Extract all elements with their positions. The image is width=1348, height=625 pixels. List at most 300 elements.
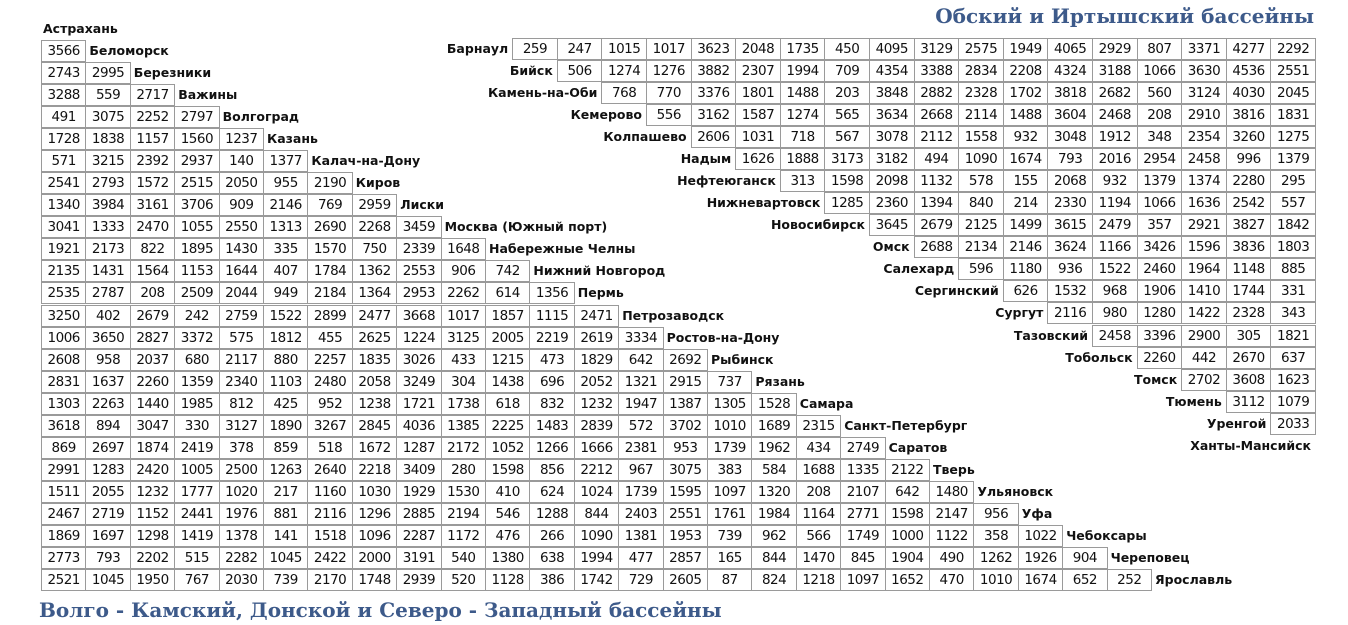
city-label: Ярославль: [1155, 572, 1233, 587]
distance-cell: 1164: [796, 503, 841, 525]
distance-cell: 358: [973, 525, 1018, 547]
distance-cell: 1488: [1003, 104, 1049, 126]
distance-cell: 425: [263, 393, 308, 415]
distance-cell: 956: [973, 503, 1018, 525]
distance-cell: 769: [307, 194, 352, 216]
distance-cell: 1838: [85, 128, 130, 150]
distance-cell: 3818: [1047, 82, 1093, 104]
distance-cell: 729: [618, 569, 663, 591]
distance-cell: 2688: [914, 236, 960, 258]
distance-cell: 1055: [174, 216, 219, 238]
distance-cell: 2553: [396, 260, 441, 282]
distance-cell: 2190: [307, 172, 352, 194]
distance-cell: 3388: [914, 60, 960, 82]
distance-cell: 520: [441, 569, 486, 591]
distance-cell: 1648: [441, 238, 486, 260]
distance-cell: 584: [751, 459, 796, 481]
distance-cell: 2605: [663, 569, 708, 591]
distance-cell: 1066: [1137, 192, 1183, 214]
distance-cell: 737: [707, 371, 752, 393]
distance-cell: 1115: [529, 305, 574, 327]
distance-cell: 1103: [263, 371, 308, 393]
distance-cell: 739: [707, 525, 752, 547]
distance-cell: 2048: [735, 38, 781, 60]
distance-cell: 1015: [601, 38, 647, 60]
distance-cell: 2016: [1092, 148, 1138, 170]
distance-cell: 1984: [751, 503, 796, 525]
distance-cell: 2292: [1270, 38, 1316, 60]
city-label: Березники: [133, 65, 212, 81]
distance-cell: 546: [485, 503, 530, 525]
distance-cell: 2679: [914, 214, 960, 236]
distance-cell: 1721: [396, 393, 441, 415]
distance-cell: 953: [663, 437, 708, 459]
distance-cell: 1276: [646, 60, 692, 82]
city-label: Омск: [872, 239, 910, 255]
distance-cell: 1929: [396, 481, 441, 503]
distance-cell: 768: [601, 82, 647, 104]
distance-cell: 410: [485, 481, 530, 503]
distance-cell: 2268: [352, 216, 397, 238]
distance-cell: 1522: [263, 305, 308, 327]
distance-cell: 652: [1062, 569, 1107, 591]
distance-cell: 1224: [396, 327, 441, 349]
distance-cell: 3984: [85, 194, 130, 216]
distance-cell: 1744: [1226, 280, 1272, 302]
city-label: Бийск: [509, 63, 553, 79]
distance-cell: 3161: [130, 194, 175, 216]
distance-cell: 1735: [780, 38, 826, 60]
distance-cell: 904: [1062, 547, 1107, 569]
city-label: Набережные Челны: [489, 241, 636, 257]
distance-cell: 208: [796, 481, 841, 503]
distance-cell: 2515: [174, 172, 219, 194]
distance-cell: 844: [574, 503, 619, 525]
distance-cell: 1596: [1181, 236, 1227, 258]
distance-cell: 2468: [1092, 104, 1138, 126]
distance-cell: 2381: [618, 437, 663, 459]
distance-cell: 2170: [307, 569, 352, 591]
city-label: Самара: [799, 395, 854, 411]
distance-cell: 3668: [396, 305, 441, 327]
distance-cell: 3836: [1226, 236, 1272, 258]
distance-cell: 2521: [41, 569, 86, 591]
distance-cell: 1702: [1003, 82, 1049, 104]
distance-cell: 968: [1092, 280, 1138, 302]
distance-cell: 4095: [869, 38, 915, 60]
distance-cell: 2479: [1092, 214, 1138, 236]
distance-cell: 859: [263, 437, 308, 459]
city-label: Уренгой: [1206, 415, 1267, 431]
distance-cell: 506: [557, 60, 603, 82]
distance-cell: 2759: [219, 305, 264, 327]
distance-cell: 1303: [41, 393, 86, 415]
distance-cell: 1385: [441, 415, 486, 437]
distance-cell: 1499: [1003, 214, 1049, 236]
city-label: Астрахань: [43, 21, 118, 36]
distance-cell: 295: [1270, 170, 1316, 192]
distance-cell: 3124: [1181, 82, 1227, 104]
distance-cell: 2050: [219, 172, 264, 194]
distance-cell: 1488: [780, 82, 826, 104]
distance-cell: 1821: [1270, 325, 1316, 347]
city-label: Томск: [1133, 371, 1178, 387]
distance-cell: 2055: [85, 481, 130, 503]
city-label: Беломорск: [89, 43, 169, 59]
distance-cell: 208: [1137, 104, 1183, 126]
city-label: Пермь: [577, 285, 624, 301]
distance-cell: 2679: [130, 305, 175, 327]
distance-cell: 3618: [41, 415, 86, 437]
distance-cell: 1152: [130, 503, 175, 525]
distance-cell: 1598: [885, 503, 930, 525]
distance-cell: 343: [1270, 302, 1316, 324]
distance-cell: 2787: [85, 282, 130, 304]
distance-cell: 2208: [1003, 60, 1049, 82]
distance-cell: 2619: [574, 327, 619, 349]
distance-cell: 3623: [691, 38, 737, 60]
distance-cell: 962: [751, 525, 796, 547]
distance-cell: 3604: [1047, 104, 1093, 126]
distance-cell: 2954: [1137, 148, 1183, 170]
distance-cell: 1017: [646, 38, 692, 60]
distance-cell: 2460: [1137, 258, 1183, 280]
distance-cell: 4536: [1226, 60, 1272, 82]
distance-cell: 402: [85, 305, 130, 327]
distance-cell: 3129: [914, 38, 960, 60]
city-label: Салехард: [883, 261, 955, 277]
city-label: Важины: [178, 87, 238, 103]
distance-cell: 996: [1226, 148, 1272, 170]
distance-cell: 1511: [41, 481, 86, 503]
distance-cell: 1180: [1003, 258, 1049, 280]
distance-cell: 578: [958, 170, 1004, 192]
distance-cell: 1172: [441, 525, 486, 547]
distance-cell: 1644: [219, 260, 264, 282]
distance-cell: 348: [1137, 126, 1183, 148]
distance-cell: 3426: [1137, 236, 1183, 258]
distance-cell: 1598: [824, 170, 870, 192]
distance-cell: 2467: [41, 503, 86, 525]
distance-cell: 1262: [973, 547, 1018, 569]
city-label: Колпашево: [603, 129, 687, 145]
distance-cell: 1263: [263, 459, 308, 481]
distance-cell: 433: [441, 349, 486, 371]
distance-cell: 141: [263, 525, 308, 547]
distance-cell: 1994: [780, 60, 826, 82]
distance-cell: 1912: [1092, 126, 1138, 148]
city-label: Саратов: [888, 439, 948, 455]
distance-cell: 1005: [174, 459, 219, 481]
city-label: Камень-на-Оби: [487, 85, 598, 101]
distance-cell: 2044: [219, 282, 264, 304]
distance-cell: 2899: [307, 305, 352, 327]
distance-cell: 1387: [663, 393, 708, 415]
distance-cell: 3372: [174, 327, 219, 349]
distance-cell: 1962: [751, 437, 796, 459]
distance-cell: 1560: [174, 128, 219, 150]
distance-cell: 2033: [1270, 413, 1316, 435]
distance-cell: 3371: [1181, 38, 1227, 60]
city-label: Нижневартовск: [706, 195, 821, 211]
distance-cell: 357: [1137, 214, 1183, 236]
distance-cell: 331: [1270, 280, 1316, 302]
distance-cell: 3075: [85, 106, 130, 128]
distance-cell: 1598: [485, 459, 530, 481]
distance-cell: 3260: [1226, 126, 1272, 148]
distance-cell: 1333: [85, 216, 130, 238]
distance-cell: 2882: [914, 82, 960, 104]
distance-cell: 378: [219, 437, 264, 459]
distance-cell: 3162: [691, 104, 737, 126]
distance-cell: 2857: [663, 547, 708, 569]
distance-cell: 3706: [174, 194, 219, 216]
distance-cell: 1052: [485, 437, 530, 459]
distance-cell: 2458: [1181, 148, 1227, 170]
distance-cell: 565: [824, 104, 870, 126]
distance-cell: 1287: [396, 437, 441, 459]
distance-cell: 2682: [1092, 82, 1138, 104]
distance-cell: 2551: [663, 503, 708, 525]
distance-cell: 880: [263, 349, 308, 371]
distance-cell: 856: [529, 459, 574, 481]
distance-cell: 2257: [307, 349, 352, 371]
distance-cell: 2146: [1003, 236, 1049, 258]
distance-cell: 1283: [85, 459, 130, 481]
distance-cell: 242: [174, 305, 219, 327]
distance-cell: 869: [41, 437, 86, 459]
distance-cell: 2194: [441, 503, 486, 525]
distance-cell: 1030: [352, 481, 397, 503]
distance-cell: 560: [1137, 82, 1183, 104]
distance-cell: 2458: [1092, 325, 1138, 347]
distance-cell: 2037: [130, 349, 175, 371]
distance-cell: 1321: [618, 371, 663, 393]
distance-cell: 2551: [1270, 60, 1316, 82]
distance-cell: 1313: [263, 216, 308, 238]
distance-cell: 2839: [574, 415, 619, 437]
distance-cell: 1280: [1137, 302, 1183, 324]
distance-cell: 1857: [485, 305, 530, 327]
distance-cell: 2477: [352, 305, 397, 327]
distance-cell: 2202: [130, 547, 175, 569]
distance-cell: 1964: [1181, 258, 1227, 280]
city-label: Киров: [355, 175, 401, 191]
city-label: Петрозаводск: [622, 307, 725, 323]
distance-cell: 1097: [840, 569, 885, 591]
distance-cell: 1626: [735, 148, 781, 170]
distance-cell: 822: [130, 238, 175, 260]
distance-cell: 3047: [130, 415, 175, 437]
distance-cell: 2172: [441, 437, 486, 459]
distance-cell: 3376: [691, 82, 737, 104]
distance-cell: 1274: [601, 60, 647, 82]
distance-cell: 1904: [885, 547, 930, 569]
distance-cell: 2112: [914, 126, 960, 148]
distance-cell: 3288: [41, 84, 86, 106]
distance-cell: 1674: [1003, 148, 1049, 170]
distance-cell: 1890: [263, 415, 308, 437]
distance-cell: 1079: [1270, 391, 1316, 413]
distance-cell: 2147: [929, 503, 974, 525]
distance-cell: 739: [263, 569, 308, 591]
distance-cell: 1238: [352, 393, 397, 415]
distance-cell: 2937: [174, 150, 219, 172]
distance-cell: 1166: [1092, 236, 1138, 258]
city-label: Ханты-Мансийск: [1190, 437, 1311, 453]
distance-cell: 2287: [396, 525, 441, 547]
distance-cell: 1422: [1181, 302, 1227, 324]
distance-cell: 1374: [1181, 170, 1227, 192]
distance-cell: 2184: [307, 282, 352, 304]
distance-cell: 2535: [41, 282, 86, 304]
city-label: Барнаул: [446, 41, 509, 56]
distance-cell: 932: [1003, 126, 1049, 148]
distance-cell: 1010: [973, 569, 1018, 591]
distance-cell: 949: [263, 282, 308, 304]
distance-cell: 1438: [485, 371, 530, 393]
distance-cell: 2910: [1181, 104, 1227, 126]
city-label: Тобольск: [1065, 349, 1133, 365]
distance-cell: 770: [646, 82, 692, 104]
distance-cell: 2262: [441, 282, 486, 304]
distance-cell: 2827: [130, 327, 175, 349]
distance-cell: 217: [263, 481, 308, 503]
distance-cell: 383: [707, 459, 752, 481]
distance-cell: 680: [174, 349, 219, 371]
distance-cell: 4277: [1226, 38, 1272, 60]
distance-cell: 967: [618, 459, 663, 481]
distance-cell: 2929: [1092, 38, 1138, 60]
distance-cell: 1275: [1270, 126, 1316, 148]
distance-cell: 2260: [1137, 347, 1183, 369]
distance-cell: 1528: [751, 393, 796, 415]
distance-cell: 304: [441, 371, 486, 393]
distance-cell: 3191: [396, 547, 441, 569]
distance-cell: 1949: [1003, 38, 1049, 60]
distance-cell: 2575: [958, 38, 1004, 60]
distance-cell: 1532: [1047, 280, 1093, 302]
distance-cell: 572: [618, 415, 663, 437]
distance-cell: 1379: [1270, 148, 1316, 170]
distance-cell: 3173: [824, 148, 870, 170]
city-label: Волгоград: [222, 109, 299, 125]
distance-cell: 1530: [441, 481, 486, 503]
distance-cell: 2225: [485, 415, 530, 437]
distance-cell: 3125: [441, 327, 486, 349]
distance-cell: 1674: [1018, 569, 1063, 591]
distance-cell: 2690: [307, 216, 352, 238]
distance-cell: 1558: [958, 126, 1004, 148]
distance-cell: 3078: [869, 126, 915, 148]
distance-cell: 2135: [41, 260, 86, 282]
distance-cell: 140: [219, 150, 264, 172]
distance-cell: 1266: [529, 437, 574, 459]
distance-cell: 2743: [41, 62, 86, 84]
distance-cell: 266: [529, 525, 574, 547]
distance-cell: 1572: [130, 172, 175, 194]
distance-cell: 1232: [130, 481, 175, 503]
distance-cell: 2625: [352, 327, 397, 349]
city-label: Череповец: [1110, 549, 1190, 565]
distance-cell: 980: [1092, 302, 1138, 324]
distance-cell: 1994: [574, 547, 619, 569]
distance-cell: 1045: [263, 547, 308, 569]
distance-cell: 1812: [263, 327, 308, 349]
distance-cell: 1381: [618, 525, 663, 547]
distance-cell: 1803: [1270, 236, 1316, 258]
distance-cell: 494: [914, 148, 960, 170]
distance-cell: 203: [824, 82, 870, 104]
distance-cell: 1097: [707, 481, 752, 503]
distance-cell: 1298: [130, 525, 175, 547]
distance-cell: 1394: [914, 192, 960, 214]
distance-cell: 1218: [796, 569, 841, 591]
distance-cell: 1652: [885, 569, 930, 591]
distance-cell: 2608: [41, 349, 86, 371]
distance-cell: 2330: [1047, 192, 1093, 214]
distance-cell: 3182: [869, 148, 915, 170]
distance-cell: 2845: [352, 415, 397, 437]
distance-cell: 1985: [174, 393, 219, 415]
distance-cell: 1006: [41, 327, 86, 349]
city-label: Москва (Южный порт): [444, 219, 608, 235]
distance-cell: 1090: [958, 148, 1004, 170]
distance-cell: 1801: [735, 82, 781, 104]
distance-cell: 2117: [219, 349, 264, 371]
distance-cell: 2991: [41, 459, 86, 481]
distance-cell: 1066: [1137, 60, 1183, 82]
distance-cell: 1160: [307, 481, 352, 503]
distance-cell: 1380: [485, 547, 530, 569]
distance-cell: 1132: [914, 170, 960, 192]
distance-cell: 3882: [691, 60, 737, 82]
distance-cell: 2542: [1226, 192, 1272, 214]
distance-cell: 1359: [174, 371, 219, 393]
distance-cell: 1874: [130, 437, 175, 459]
city-label: Надым: [680, 151, 732, 167]
distance-cell: 2114: [958, 104, 1004, 126]
distance-cell: 2670: [1226, 347, 1272, 369]
distance-cell: 335: [263, 238, 308, 260]
distance-cell: 3396: [1137, 325, 1183, 347]
distance-cell: 2098: [869, 170, 915, 192]
distance-cell: 2834: [958, 60, 1004, 82]
distance-cell: 330: [174, 415, 219, 437]
distance-cell: 2606: [691, 126, 737, 148]
distance-cell: 626: [1003, 280, 1049, 302]
distance-cell: 1377: [263, 150, 308, 172]
distance-cell: 2471: [574, 305, 619, 327]
distance-cell: 1419: [174, 525, 219, 547]
distance-cell: 3630: [1181, 60, 1227, 82]
distance-cell: 844: [751, 547, 796, 569]
distance-cell: 1697: [85, 525, 130, 547]
distance-cell: 2280: [1226, 170, 1272, 192]
distance-cell: 1480: [929, 481, 974, 503]
distance-cell: 2420: [130, 459, 175, 481]
distance-cell: 1296: [352, 503, 397, 525]
distance-cell: 1470: [796, 547, 841, 569]
distance-cell: 3827: [1226, 214, 1272, 236]
distance-cell: 2995: [85, 62, 130, 84]
distance-cell: 845: [840, 547, 885, 569]
distance-cell: 2959: [352, 194, 397, 216]
distance-cell: 2282: [219, 547, 264, 569]
distance-cell: 2360: [869, 192, 915, 214]
distance-cell: 1842: [1270, 214, 1316, 236]
distance-cell: 477: [618, 547, 663, 569]
